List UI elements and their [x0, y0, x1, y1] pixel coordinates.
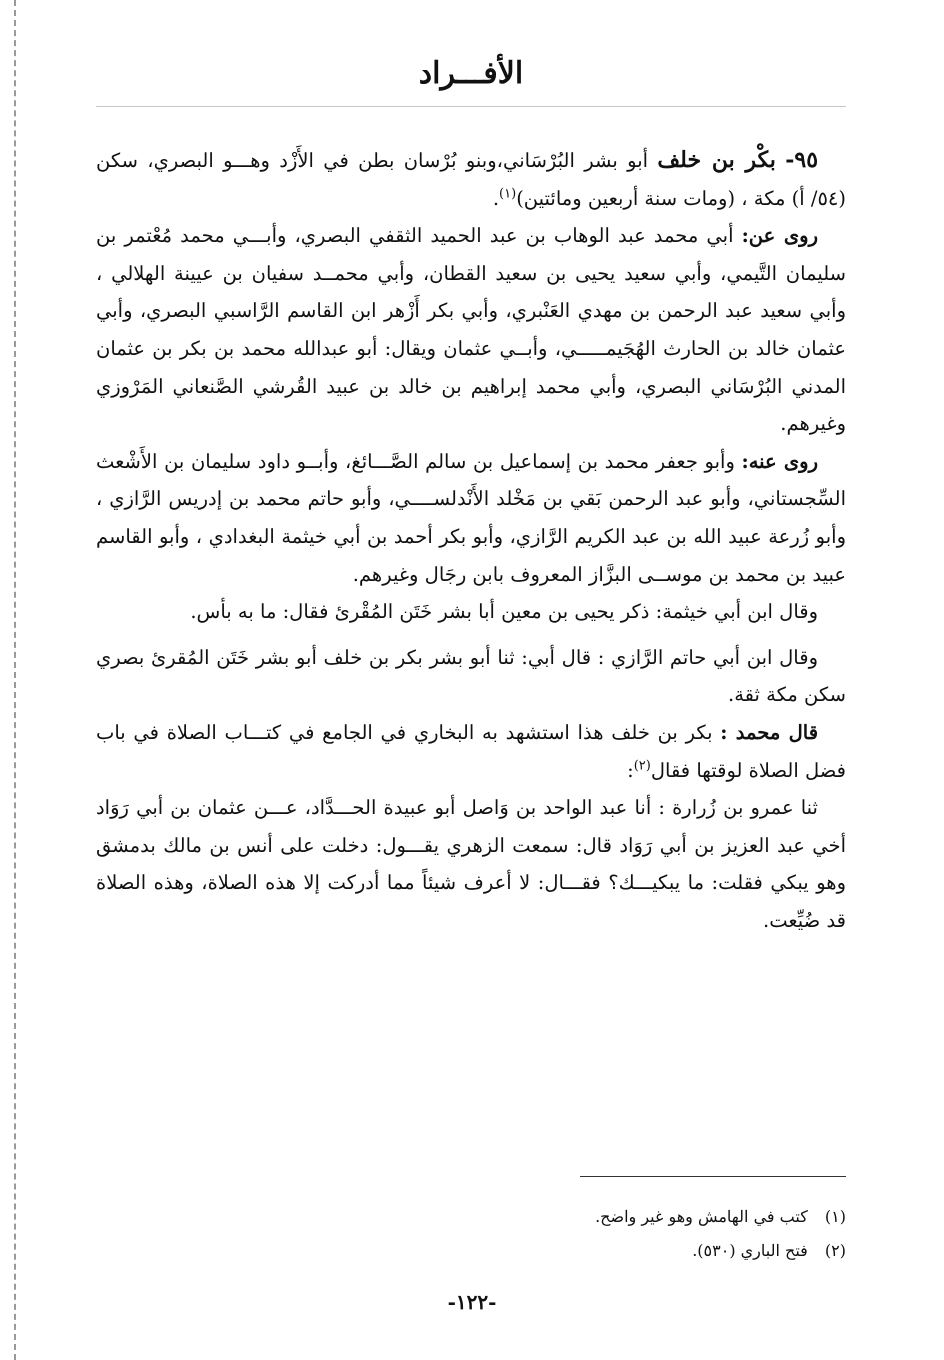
footnote-2-text: فتح الباري (٥٣٠). — [692, 1241, 808, 1260]
main-body — [96, 142, 846, 939]
quote-ibn-abi-khaythama — [96, 593, 846, 631]
footnote-2-number: (٢) — [824, 1241, 846, 1260]
narrated-by-label: روى عنه: — [741, 449, 818, 473]
narrated-by-paragraph — [96, 443, 846, 593]
quote-ibn-abi-hatim-text: وقال ابن أبي حاتم الرَّازي : قال أبي: ثنا أبو بشر بكر بن خلف أبو بشر خَتَن المُقرئ بصري سكن مكة ثقة. — [96, 645, 846, 707]
page-content — [96, 48, 846, 939]
author-comment-end: : — [627, 758, 634, 782]
footnote-ref-1: (١) — [499, 186, 517, 202]
narrated-by-text: وأبو جعفر محمد بن إسماعيل بن سالم الصَّـــائغ، وأبــو داود سليمان بن الأَشْعث السِّجستاني، وأبو عبد الرحمن بَقي بن مَخْلد الأَنْدلســــي، وأبو حاتم محمد بن إدريس الرَّازي ، وأبو زُرعة عبيد الله بن عبد الكريم الرَّازي، وأبو بكر أحمد بن أبي خيثمة البغدادي ، وأبو القاسم عبيد بن محمد بن موســى البزَّاز المعروف بابن رجَال وغيرهم. — [96, 449, 846, 586]
hadith-text: ثنا عمرو بن زُرارة : أنا عبد الواحد بن وَاصل أبو عبيدة الحـــدَّاد، عـــن عثمان بن أبي رَوَاد أخي عبد العزيز بن أبي رَوَاد قال: سمعت الزهري يقـــول: دخلت على أنس بن مالك بدمشق وهو يبكي فقلت: ما يبكيـــك؟ فقـــال: لا أعرف شيئاً مما أدركت إلا هذه الصلاة، وهذه الصلاة قد ضُيِّعت. — [96, 796, 846, 932]
footnote-ref-2: (٢) — [633, 758, 651, 773]
entry-intro-paragraph — [96, 142, 846, 217]
author-comment-paragraph — [96, 714, 846, 789]
narrated-from-text: أبي محمد عبد الوهاب بن عبد الحميد الثقفي البصري، وأبـــي محمد مُعْتمر بن سليمان التَّيمي، وأبي سعيد يحيى بن سعيد القطان، وأبي محمــد سفيان بن عيينة الهلالي ، وأبي سعيد عبد الرحمن بن مهدي العَنْبري، وأبي بكر أَزْهر ابن القاسم الرَّاسبي البصري، وأبي عثمان خالد بن الحارث الهُجَيمـــــي، وأبــي عثمان ويقال: أبو عبدالله محمد بن بكر بن عثمان المدني البُرْسَاني البصري، وأبي محمد إبراهيم بن خالد بن عبيد القُرشي الصَّنعاني المَرْوزي وغيرهم. — [96, 224, 846, 436]
scan-edge-line — [14, 0, 16, 1360]
footnote-separator — [580, 1176, 846, 1177]
footnote-1-text: كتب في الهامش وهو غير واضح. — [595, 1207, 808, 1226]
entry-intro-end: . — [492, 186, 500, 210]
author-comment-label: قال محمد : — [720, 720, 819, 744]
quote-ibn-abi-hatim — [96, 639, 846, 714]
entry-name: بكْر بن خلف — [657, 147, 776, 173]
entry-intro-text: أبو بشر البُرْسَاني،وبنو بُرْسان بطن في الأَزْد وهـــو البصري، سكن (٥٤/ أ) مكة ، (ومات سنة أربعين ومائتين) — [96, 149, 846, 210]
entry-number: ٩٥- — [785, 147, 819, 173]
narrated-from-paragraph — [96, 217, 846, 443]
footnotes — [400, 1200, 846, 1268]
running-header-title: الأفـــراد — [418, 56, 524, 91]
author-comment-text: بكر بن خلف هذا استشهد به البخاري في الجامع في كتـــاب الصلاة في باب فضل الصلاة لوقتها فقال — [96, 720, 846, 782]
footnote-2 — [400, 1234, 846, 1268]
page-number: -١٢٢- — [447, 1290, 497, 1314]
footnote-1 — [400, 1200, 846, 1234]
hadith-paragraph — [96, 789, 846, 939]
footnote-1-number: (١) — [824, 1207, 846, 1226]
quote-ibn-abi-khaythama-text: وقال ابن أبي خيثمة: ذكر يحيى بن معين أبا بشر خَتَن المُقْرئ فقال: ما به بأس. — [190, 600, 818, 624]
narrated-from-label: روى عن: — [741, 224, 818, 248]
